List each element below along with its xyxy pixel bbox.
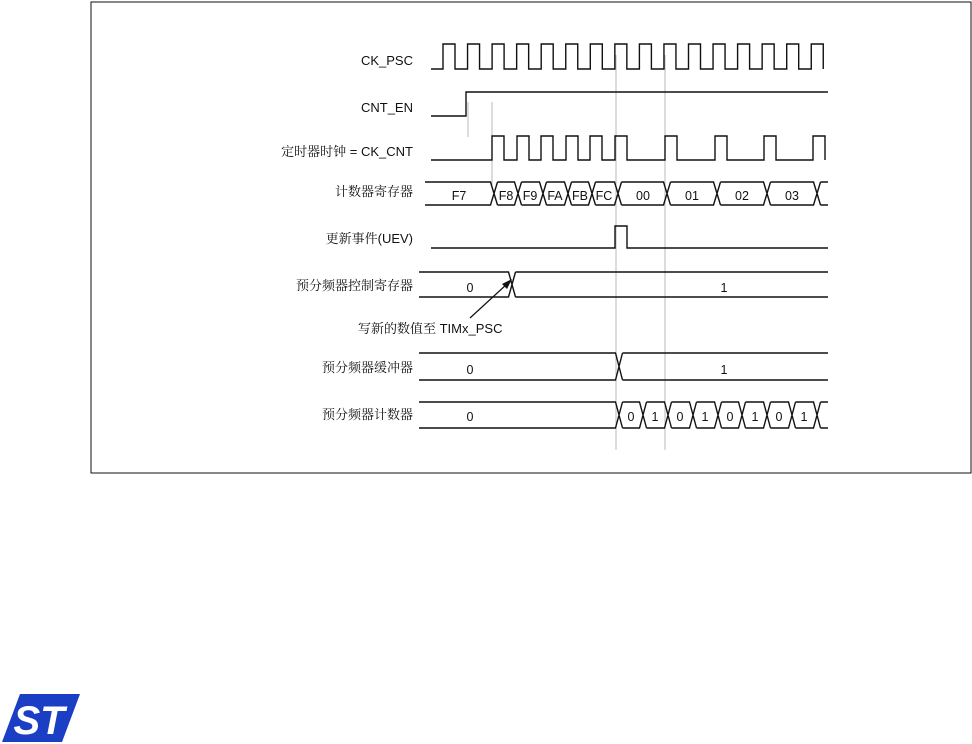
prescaler-counter-value: 1	[701, 410, 709, 424]
bus-counter-register	[425, 182, 828, 205]
prescaler-control-value: 1	[720, 281, 728, 295]
label-prescaler-counter: 预分频器计数器	[321, 407, 413, 422]
waveform-update-event	[431, 226, 828, 248]
prescaler-counter-value: 1	[751, 410, 759, 424]
guide-lines	[468, 55, 665, 450]
counter-value: 03	[785, 189, 799, 203]
bus-prescaler-control	[419, 272, 828, 297]
bus-prescaler-buffer	[419, 353, 828, 380]
counter-value: FA	[547, 189, 563, 203]
prescaler-counter-value: 0	[466, 410, 474, 424]
counter-value: F7	[451, 189, 467, 203]
prescaler-buffer-value: 0	[466, 363, 474, 377]
counter-value: F9	[522, 189, 538, 203]
annotation-arrow-shaft	[470, 284, 507, 318]
label-prescaler-buffer: 预分频器缓冲器	[321, 360, 413, 375]
counter-value: 00	[636, 189, 650, 203]
prescaler-counter-value: 1	[651, 410, 659, 424]
counter-value: 01	[685, 189, 699, 203]
signal-labels	[281, 53, 413, 422]
waveform-ck-psc	[431, 44, 823, 69]
waveforms	[419, 44, 828, 428]
st-logo-text: ST	[13, 699, 65, 743]
counter-register-values	[452, 189, 799, 203]
label-ck-cnt: 定时器时钟 = CK_CNT	[281, 144, 413, 159]
label-counter-register: 计数器寄存器	[334, 184, 413, 199]
counter-value: 02	[735, 189, 749, 203]
st-logo	[2, 694, 80, 743]
prescaler-counter-value: 0	[775, 410, 783, 424]
annotation-text: 写新的数值至 TIMx_PSC	[358, 321, 503, 336]
prescaler-counter-value: 1	[800, 410, 808, 424]
waveform-ck-cnt	[431, 136, 825, 160]
counter-value: F8	[498, 189, 514, 203]
prescaler-buffer-values	[467, 363, 728, 377]
counter-value: FC	[595, 189, 613, 203]
counter-value: FB	[572, 189, 588, 203]
label-ck-psc: CK_PSC	[360, 53, 413, 68]
prescaler-counter-values	[467, 410, 808, 424]
waveform-cnt-en	[431, 92, 828, 116]
prescaler-control-value: 0	[466, 281, 474, 295]
bus-prescaler-counter	[419, 402, 828, 428]
prescaler-counter-value: 0	[676, 410, 684, 424]
label-update-event: 更新事件(UEV)	[325, 231, 413, 246]
label-cnt-en: CNT_EN	[360, 100, 413, 115]
prescaler-buffer-value: 1	[720, 363, 728, 377]
prescaler-counter-value: 0	[726, 410, 734, 424]
prescaler-counter-value: 0	[627, 410, 635, 424]
label-prescaler-control: 预分频器控制寄存器	[295, 278, 413, 293]
